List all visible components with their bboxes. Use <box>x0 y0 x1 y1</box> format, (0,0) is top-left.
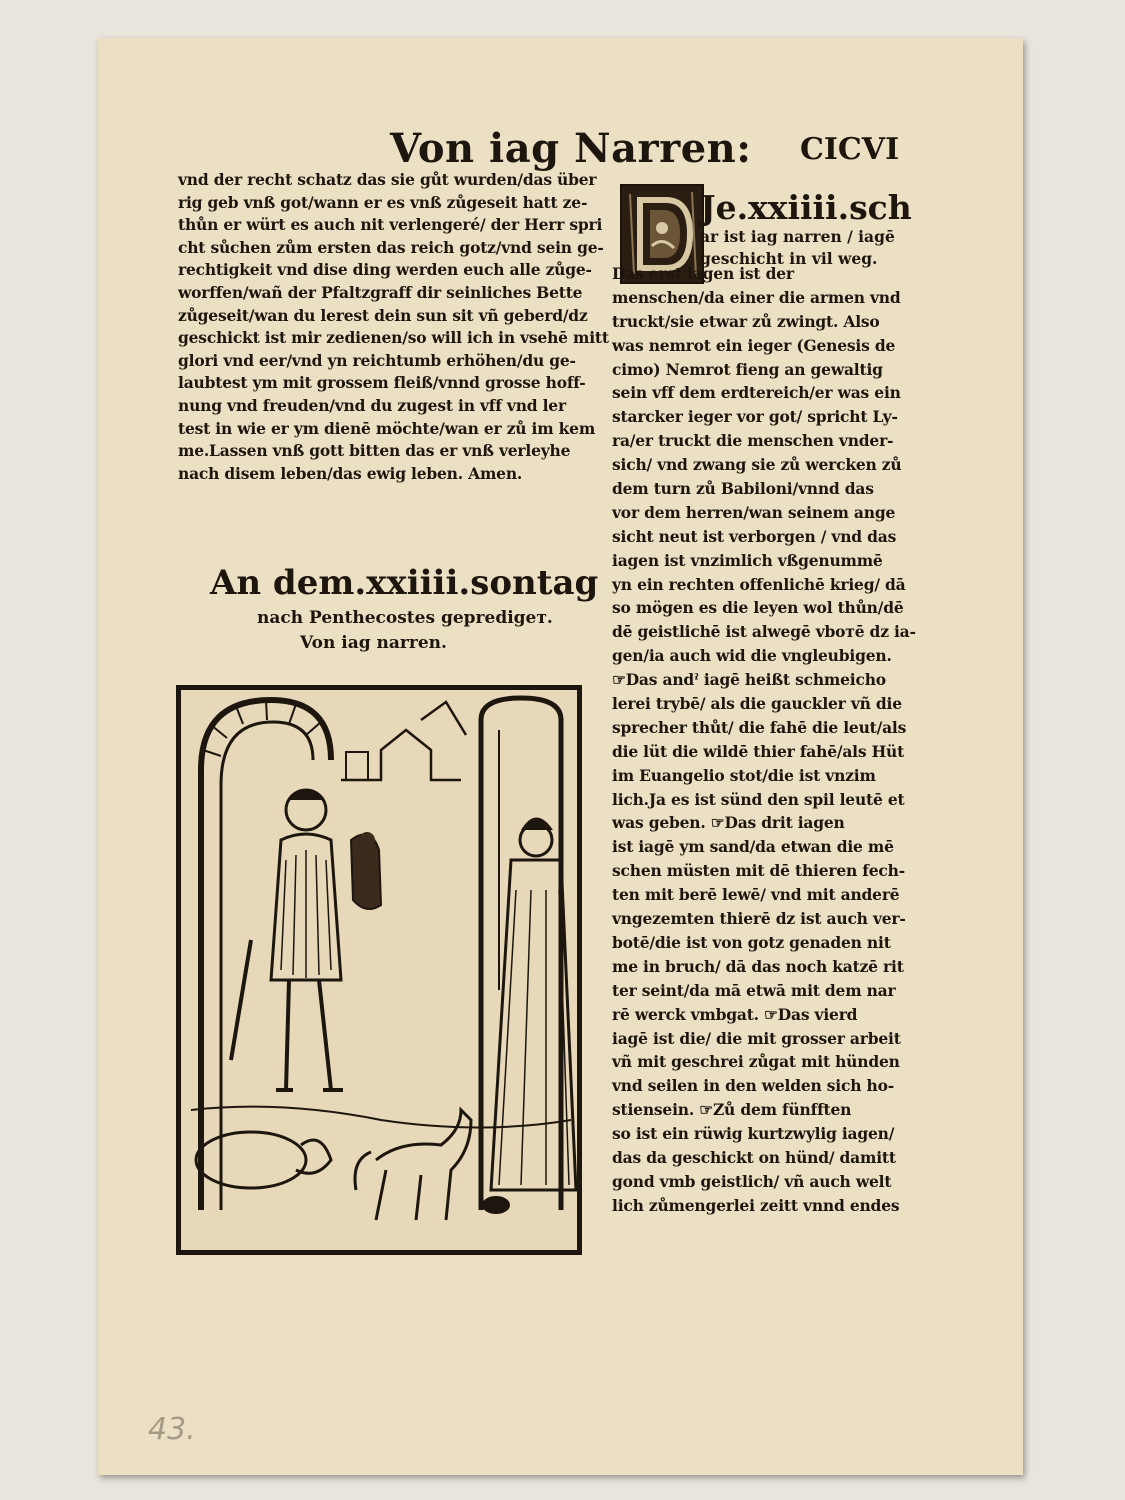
text-line: starcker ieger vor got/ spricht Ly- <box>612 407 898 427</box>
section-heading: An dem.xxiiii.sontag <box>210 563 599 603</box>
text-line: rig geb vnß got/wann er es vnß zůgeseit hatt ze- <box>178 192 588 212</box>
text-line: me.Lassen vnß gott bitten das er vnß verleyhe <box>178 441 571 461</box>
text-line: worffen/wañ der Pfaltzgraff dir seinliches Bette <box>178 282 583 302</box>
section-subheading: nach Penthecostes gepredigeт. <box>257 608 553 628</box>
text-line: iagen ist vnzimlich vßgenummē <box>612 550 883 570</box>
text-line: gen/ia auch wid die vngleubigen. <box>612 646 892 666</box>
chapter-opening <box>612 190 912 270</box>
text-line: was nemrot ein ieger (Genesis de <box>612 335 896 355</box>
text-line: so ist ein rüwig kurtzwylig iagen/ <box>612 1124 895 1144</box>
left-text-column <box>178 168 609 484</box>
text-line: vnd der recht schatz das sie gůt wurden/das über <box>178 170 597 189</box>
text-line: geschickt ist mir zedienen/so will ich in vsehē mitt <box>178 328 609 348</box>
text-line: nach disem leben/das ewig leben. Amen. <box>178 463 523 483</box>
text-line: lerei trybē/ als die gauckler vñ die <box>612 694 902 714</box>
text-line: cht sůchen zům ersten das reich gotz/vnd sein ge- <box>178 237 604 257</box>
text-line: me in bruch/ dā das noch katzē rit <box>612 956 904 976</box>
text-line: schen müsten mit dē thieren fech- <box>612 861 905 881</box>
text-line: iagē ist die/ die mit grosser arbeit <box>612 1028 901 1048</box>
text-line: vñ mit geschrei zůgat mit hünden <box>612 1052 900 1072</box>
text-line: truckt/sie etwar zů zwingt. Also <box>612 311 880 331</box>
opening-line-1: Je.xxiiii.sch <box>700 188 912 227</box>
text-line: vor dem herren/wan seinem ange <box>612 502 896 522</box>
text-line: rē werck vmbgat. ☞Das vierd <box>612 1004 858 1024</box>
text-line: nung vnd freuden/vnd du zugest in vff vnd ler <box>178 395 566 415</box>
text-line: test in wie er ym dienē möchte/wan er zů im kem <box>178 418 596 438</box>
pencil-annotation: 43. <box>148 1412 196 1447</box>
right-text-column <box>612 262 916 1218</box>
text-line: dem turn zů Babiloni/vnnd das <box>612 479 874 499</box>
text-line: stiensein. ☞Zů dem fünfften <box>612 1100 852 1120</box>
text-line: vngezemten thierē dz ist auch ver- <box>612 909 906 929</box>
text-line: was geben. ☞Das drit iagen <box>612 813 845 833</box>
hunting-scene-woodcut <box>181 690 577 1250</box>
woodcut-illustration <box>176 685 582 1255</box>
text-line: sprecher thůt/ die fahē die leut/als <box>612 717 907 737</box>
opening-line-3: geschicht in vil weg. <box>700 249 878 268</box>
text-line: zůgeseit/wan du lerest dein sun sit vñ geberd/dz <box>178 305 588 325</box>
running-head: Von iag Narren: <box>390 125 752 172</box>
text-line: Das erst iagen ist der <box>612 264 794 283</box>
text-line: sich/ vnd zwang sie zů wercken zů <box>612 455 902 475</box>
text-line: yn ein rechten offenlichē krieg/ dā <box>612 574 906 594</box>
opening-line-2: ar ist iag narren / iagē <box>700 227 895 246</box>
text-line: laubtest ym mit grossem fleiß/vnnd grosse hoff- <box>178 373 586 393</box>
text-line: im Euangelio stot/die ist vnzim <box>612 765 876 785</box>
text-line: ra/er truckt die menschen vnder- <box>612 431 894 451</box>
text-line: sicht neut ist verborgen / vnd das <box>612 526 897 546</box>
text-line: cimo) Nemrot fieng an gewaltig <box>612 359 883 379</box>
text-line: ten mit berē lewē/ vnd mit anderē <box>612 885 900 905</box>
text-line: dē geistlichē ist alwegē vboтē dz ia- <box>612 622 916 642</box>
folio-number: CICVI <box>800 132 900 167</box>
text-line: sein vff dem erdtereich/er was ein <box>612 383 901 403</box>
text-line: lich zůmengerlei zeitt vnnd endes <box>612 1195 900 1215</box>
text-line: die lüt die wildē thier fahē/als Hüt <box>612 741 905 761</box>
text-line: glori vnd eer/vnd yn reichtumb erhöhen/du ge- <box>178 350 576 370</box>
text-line: menschen/da einer die armen vnd <box>612 287 901 307</box>
text-line: gond vmb geistlich/ vñ auch welt <box>612 1171 892 1191</box>
text-line: lich.Ja es ist sünd den spil leutē et <box>612 789 905 809</box>
text-line: ter seint/da mā etwā mit dem nar <box>612 980 896 1000</box>
text-line: das da geschickt on hünd/ damitt <box>612 1147 896 1167</box>
text-line: ist iagē ym sand/da etwan die mē <box>612 837 894 857</box>
text-line: vnd seilen in den welden sich ho- <box>612 1076 894 1096</box>
text-line: so mögen es die leyen wol thůn/dē <box>612 598 904 618</box>
text-line: rechtigkeit vnd dise ding werden euch alle zůge- <box>178 260 592 280</box>
text-line: ☞Das andˀ iagē heißt schmeicho <box>612 670 886 690</box>
section-subheading-2: Von iag narren. <box>300 633 447 653</box>
text-line: thůn er würt es auch nit verlengeré/ der Herr spri <box>178 215 603 235</box>
text-line: botē/die ist von gotz genaden nit <box>612 932 891 952</box>
